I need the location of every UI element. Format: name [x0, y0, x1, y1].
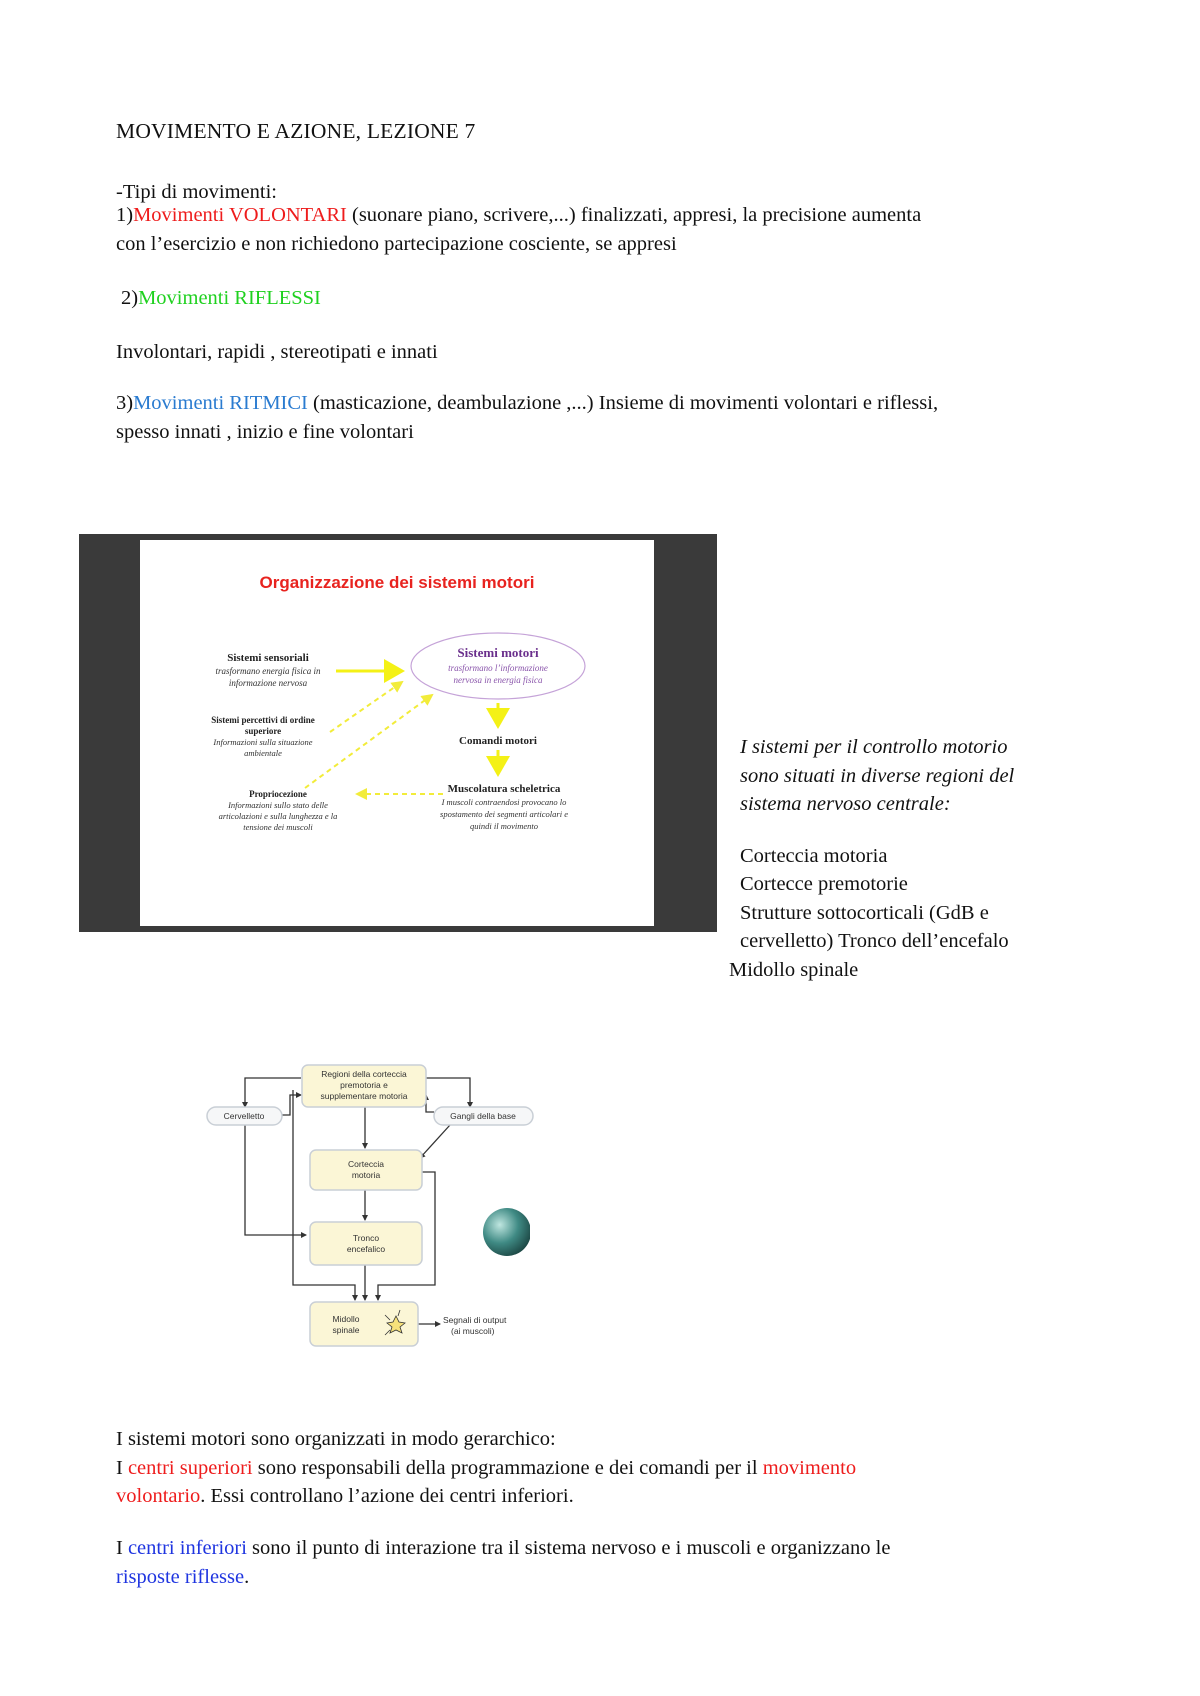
sistemi-sensoriali-title: Sistemi sensoriali [227, 652, 309, 664]
hierarchy-paragraph: I sistemi motori sono organizzati in modo gerarchico: [116, 1428, 556, 1450]
sistemi-motori-title: Sistemi motori [457, 645, 539, 660]
side-list-item: cervelletto) Tronco dell’encefalo [740, 930, 1009, 952]
text-span: I [116, 1537, 128, 1559]
side-list-item: Corteccia motoria [740, 845, 888, 867]
text-span: . Essi controllano l’azione dei centri inferiori. [200, 1485, 574, 1507]
sphere-decoration [483, 1208, 531, 1256]
item-riflessi-desc: Involontari, rapidi , stereotipati e innati [116, 341, 438, 363]
hierarchy-diagram [200, 1060, 540, 1360]
intro-text: -Tipi di movimenti: [116, 181, 277, 203]
slide-content [140, 540, 654, 926]
volontario-term: volontario [116, 1485, 201, 1507]
output-label: (ai muscoli) [451, 1326, 495, 1336]
corteccia-label: motoria [351, 1170, 381, 1180]
premotoria-label: supplementare motoria [320, 1091, 408, 1101]
sistemi-percettivi-title: Sistemi percettivi di ordine [211, 715, 315, 725]
muscolatura-desc: quindi il movimento [470, 821, 538, 831]
slide-title: Organizzazione dei sistemi motori [259, 573, 535, 592]
side-list-item: Cortecce premotorie [740, 873, 908, 895]
tronco-label: encefalico [346, 1244, 386, 1254]
item-ritmici-line2: spesso innati , inizio e fine volontari [116, 421, 414, 443]
centri-superiori-term: centri superiori [127, 1457, 253, 1479]
propriocezione-title: Propriocezione [249, 789, 307, 799]
text-span: sono il punto di interazione tra il sistema nervoso e i muscoli e organizzano le [246, 1537, 891, 1559]
sistemi-percettivi-title: superiore [244, 726, 282, 736]
item-ritmici-line1 [116, 389, 938, 418]
inferiori-paragraph-line2 [116, 1563, 249, 1592]
premotoria-label: Regioni della corteccia [321, 1069, 407, 1079]
propriocezione-desc: tensione dei muscoli [243, 822, 313, 832]
item-riflessi [121, 284, 321, 313]
text-span: . [244, 1566, 250, 1588]
item-number: 2) [121, 287, 139, 309]
sistemi-sensoriali-desc: informazione nervosa [228, 678, 308, 688]
arrow-percettivi-motori [330, 682, 402, 732]
midollo-label: Midollo [332, 1314, 360, 1324]
page-title: MOVIMENTO E AZIONE, LEZIONE 7 [116, 119, 476, 143]
side-intro: sistema nervoso centrale: [740, 793, 951, 815]
text-span: sono responsabili della programmazione e dei comandi per il [252, 1457, 763, 1479]
muscolatura-desc: I muscoli contraendosi provocano lo [441, 797, 567, 807]
item-text: (masticazione, deambulazione ,...) Insieme di movimenti volontari e riflessi, [307, 392, 939, 414]
movimenti-riflessi-term: Movimenti RIFLESSI [138, 287, 321, 309]
tronco-label: Tronco [352, 1233, 380, 1243]
cervelletto-label: Cervelletto [223, 1111, 265, 1121]
muscolatura-title: Muscolatura scheletrica [447, 783, 561, 795]
sistemi-percettivi-desc: ambientale [244, 748, 282, 758]
propriocezione-desc: Informazioni sullo stato delle [228, 800, 328, 810]
side-intro: sono situati in diverse regioni del [740, 765, 1015, 787]
comandi-motori-label: Comandi motori [459, 735, 537, 747]
centri-inferiori-term: centri inferiori [127, 1537, 247, 1559]
movimenti-volontari-term: Movimenti VOLONTARI [133, 204, 347, 226]
sistemi-motori-desc: nervosa in energia fisica [453, 675, 543, 685]
side-list-item: Strutture sottocorticali (GdB e [740, 902, 989, 924]
inferiori-paragraph-line1 [116, 1534, 890, 1563]
item-volontari-line1 [116, 201, 921, 230]
item-number: 1) [116, 204, 134, 226]
movimenti-ritmici-term: Movimenti RITMICI [133, 392, 308, 414]
side-list-item: Midollo spinale [729, 959, 859, 981]
superiori-paragraph-line1 [116, 1454, 856, 1483]
sistemi-motori-desc: trasformano l’informazione [448, 663, 548, 673]
propriocezione-desc: articolazioni e sulla lunghezza e la [218, 811, 338, 821]
premotoria-label: premotoria e [340, 1080, 388, 1090]
item-number: 3) [116, 392, 134, 414]
slide-image [79, 534, 717, 932]
risposte-riflesse-term: risposte riflesse [116, 1566, 245, 1588]
output-label: Segnali di output [443, 1315, 507, 1325]
sistemi-sensoriali-desc: trasformano energia fisica in [215, 666, 321, 676]
sistemi-percettivi-desc: Informazioni sulla situazione [213, 737, 313, 747]
item-volontari-line2: con l’esercizio e non richiedono partecipazione cosciente, se appresi [116, 233, 677, 255]
movimento-term: movimento [762, 1457, 857, 1479]
midollo-label: spinale [332, 1325, 360, 1335]
gangli-label: Gangli della base [450, 1111, 516, 1121]
side-intro: I sistemi per il controllo motorio [740, 736, 1008, 758]
corteccia-label: Corteccia [348, 1159, 384, 1169]
item-text: (suonare piano, scrivere,...) finalizzati, appresi, la precisione aumenta [346, 204, 922, 226]
muscolatura-desc: spostamento dei segmenti articolari e [440, 809, 568, 819]
superiori-paragraph-line2 [116, 1482, 574, 1511]
arrow-propriocezione-motori [305, 695, 432, 788]
text-span: I [116, 1457, 128, 1479]
